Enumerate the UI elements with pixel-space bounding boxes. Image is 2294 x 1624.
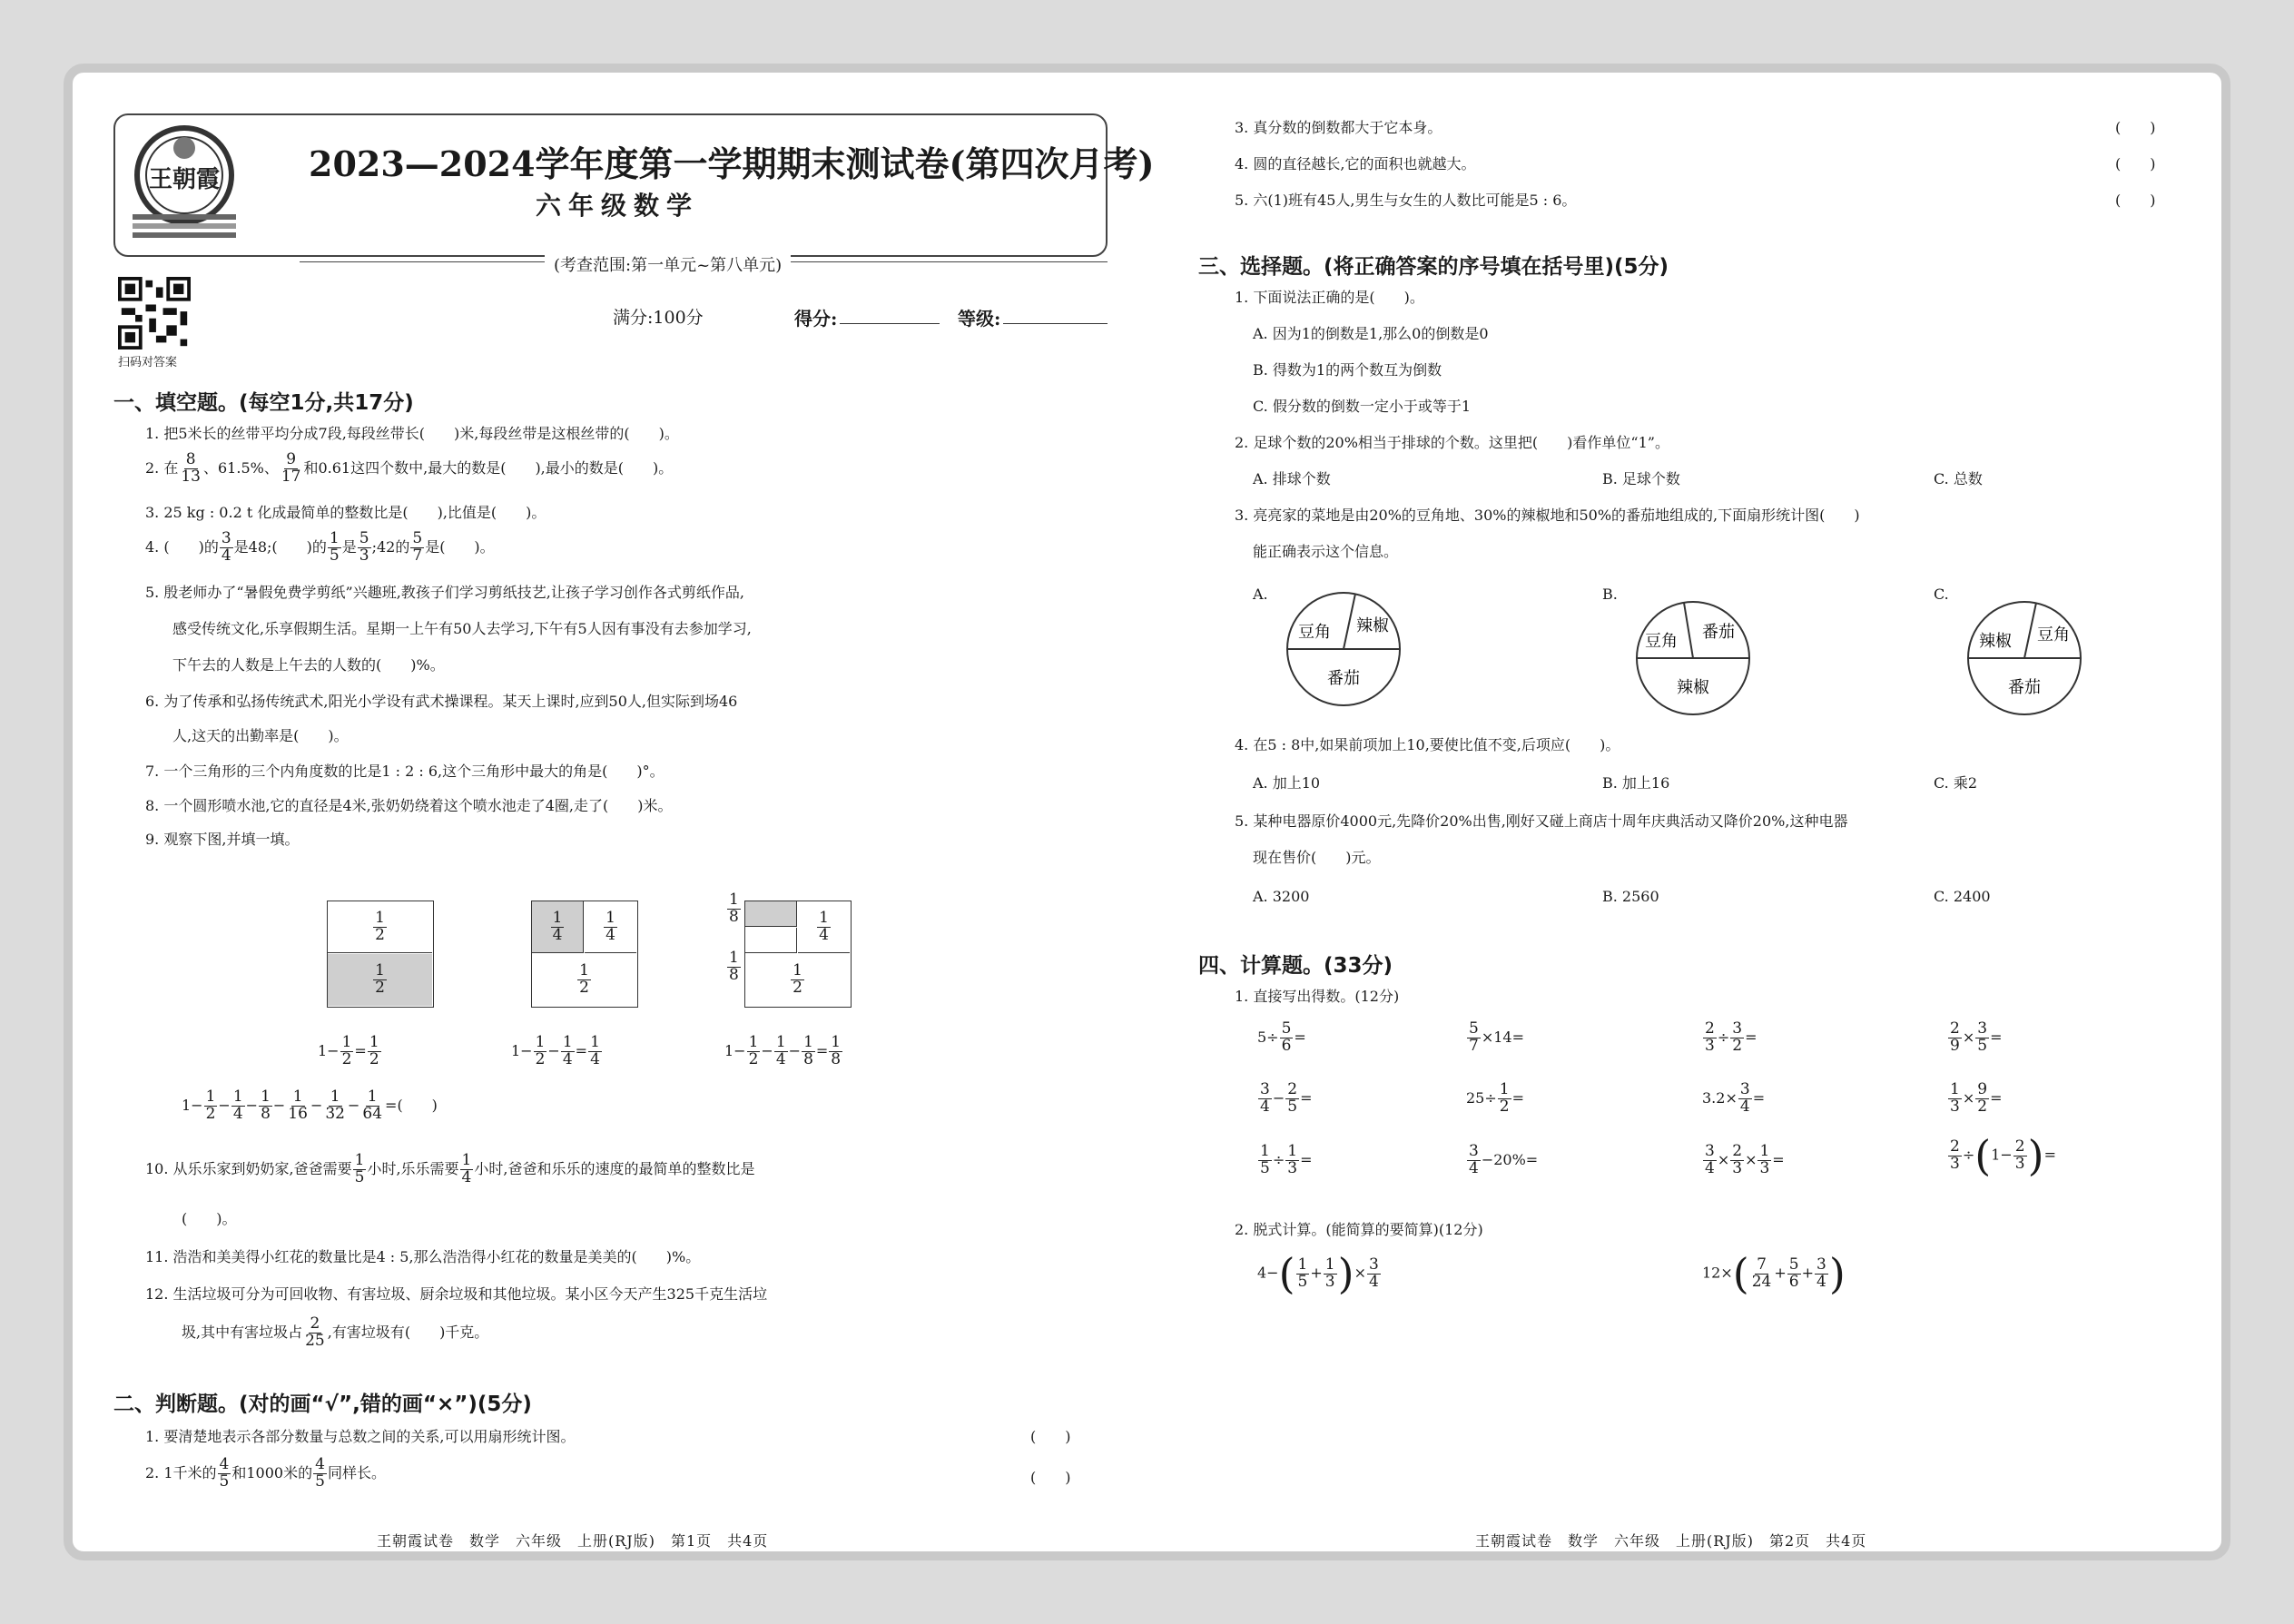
q9-f3-label-top: $\frac{1}{8}$	[729, 891, 739, 926]
s1-q6-l1: 6. 为了传承和弘扬传统武术,阳光小学设有武术操课程。某天上课时,应到50人,但实际到场46	[145, 693, 738, 710]
s3-q4: 4. 在5 : 8中,如果前项加上10,要使比值不变,后项应( )。	[1235, 736, 1620, 753]
s2-q2-c: 同样长。	[327, 1463, 386, 1481]
s1-q9: 9. 观察下图,并填一填。	[145, 831, 300, 848]
calc-3-1: $\frac{1}{5}$ ÷ $\frac{1}{3}$ =	[1260, 1142, 1313, 1177]
exam-subtitle: 六年级数学	[536, 191, 700, 221]
s3-q2: 2. 足球个数的20%相当于排球的个数。这里把( )看作单位“1”。	[1235, 434, 1669, 451]
fraction-4-5-a: $\frac{4}{5}$	[219, 1455, 230, 1491]
s3-q1: 1. 下面说法正确的是( )。	[1235, 289, 1424, 306]
s1-q1: 1. 把5米长的丝带平均分成7段,每段丝带长( )米,每段丝带是这根丝带的( )。	[145, 425, 679, 442]
s2-q5-paren[interactable]: ( )	[2115, 192, 2156, 209]
calc-2-1: $\frac{3}{4}$ − $\frac{2}{5}$ =	[1260, 1080, 1313, 1116]
fraction-9-17: $\frac{9}{17}$	[281, 450, 301, 486]
s3-q2-b: B. 足球个数	[1602, 470, 1680, 487]
q9-f1-top: 1 2	[328, 901, 432, 953]
s1-q10-c: 小时,爸爸和乐乐的速度的最简单的整数比是	[474, 1159, 755, 1177]
section1-title: 一、填空题。(每空1分,共17分)	[113, 391, 414, 415]
calc-3-3: $\frac{3}{4}$ × $\frac{2}{3}$ × $\frac{1}{3}$ =	[1705, 1142, 1785, 1177]
pie-a-label-0: 豆角	[1298, 623, 1331, 642]
s2-q2-a: 2. 1千米的	[145, 1463, 217, 1481]
s3-q5-c: C. 2400	[1934, 888, 1991, 905]
s3-q4-a: A. 加上10	[1253, 774, 1321, 792]
s2-q3: 3. 真分数的倒数都大于它本身。	[1235, 119, 1442, 136]
pie-c-option: C.	[1934, 586, 1949, 603]
s1-q4	[145, 531, 495, 565]
calc-2-3: 3.2× $\frac{3}{4}$ =	[1702, 1080, 1766, 1116]
q9-eq-long: 1− $\frac{1}{2}$ − $\frac{1}{4}$ − $\frac{1}{8}$ − $\frac{1}{16}$ − $\frac{1}{32}$ − $\frac{1}{64}$ =( )	[182, 1088, 438, 1123]
exam-scope: (考查范围:第一单元~第八单元)	[545, 252, 791, 276]
q9-f3-tr: 1 4	[798, 901, 850, 953]
calc-2-4: $\frac{1}{3}$ × $\frac{9}{2}$ =	[1950, 1080, 2003, 1116]
full-score: 满分:100分	[613, 308, 704, 328]
s1-q4-a: 4. ( )的	[145, 537, 219, 556]
s3-q1-c: C. 假分数的倒数一定小于或等于1	[1253, 398, 1472, 415]
s2-q1: 1. 要清楚地表示各部分数量与总数之间的关系,可以用扇形统计图。	[145, 1428, 576, 1445]
s1-q11: 11. 浩浩和美美得小红花的数量比是4 : 5,那么浩浩得小红花的数量是美美的( )%。	[145, 1248, 701, 1265]
s1-q10-l2: ( )。	[182, 1210, 237, 1227]
q9-f2-tl: 1 4	[532, 901, 584, 953]
fraction-4-5-b: $\frac{4}{5}$	[315, 1455, 325, 1491]
calc-1-1: 5÷ $\frac{5}{6}$ =	[1257, 1019, 1306, 1055]
s1-q7: 7. 一个三角形的三个内角度数的比是1 : 2 : 6,这个三角形中最大的角是( )°。	[145, 763, 665, 780]
s2-q2-paren[interactable]: ( )	[1030, 1469, 1071, 1486]
section4-title: 四、计算题。(33分)	[1198, 954, 1393, 978]
s3-q1-b: B. 得数为1的两个数互为倒数	[1253, 361, 1442, 379]
grade-label: 等级:	[958, 308, 1001, 330]
s1-q4-b: 是48;( )的	[233, 537, 327, 556]
pie-c-label-0: 辣椒	[1979, 632, 2012, 651]
s2-q5: 5. 六(1)班有45人,男生与女生的人数比可能是5 : 6。	[1235, 192, 1577, 209]
s3-q2-c: C. 总数	[1934, 470, 1983, 487]
q9-f3-eighth-2	[745, 928, 797, 953]
s1-q2-a: 2. 在	[145, 458, 179, 477]
s3-q5-b: B. 2560	[1602, 888, 1659, 905]
pie-chart-c	[1965, 599, 2083, 717]
score-blank[interactable]	[840, 323, 940, 324]
calc-3-4: $\frac{2}{3}$ ÷(1− $\frac{2}{3}$ )=	[1950, 1131, 2056, 1180]
fraction-5-3: $\frac{5}{3}$	[359, 529, 369, 565]
pie-chart-b	[1634, 599, 1752, 717]
q9-f1-bottom: 1 2	[328, 954, 432, 1006]
fraction-3-4: $\frac{3}{4}$	[221, 529, 231, 565]
q9-f3-bottom: 1 2	[793, 961, 802, 997]
s2-q4-paren[interactable]: ( )	[2115, 155, 2156, 172]
s2-q4: 4. 圆的直径越长,它的面积也就越大。	[1235, 155, 1476, 172]
paper	[64, 64, 2230, 1560]
s1-q4-e: 是( )。	[425, 537, 495, 556]
s3-q2-a: A. 排球个数	[1253, 470, 1331, 487]
svg-text:王朝霞: 王朝霞	[148, 166, 221, 193]
s1-q10-a: 10. 从乐乐家到奶奶家,爸爸需要	[145, 1159, 352, 1177]
fraction-1-5-hours: $\frac{1}{5}$	[354, 1151, 365, 1186]
calc-b-2: 12×( $\frac{7}{24}$ + $\frac{5}{6}$ + $\frac{3}{4}$ )	[1702, 1249, 1846, 1298]
pie-chart-a	[1285, 590, 1403, 708]
calc-1-4: $\frac{2}{9}$ × $\frac{3}{5}$ =	[1950, 1019, 2003, 1055]
s1-q12-l2	[182, 1316, 488, 1350]
qr-code-icon	[118, 277, 191, 349]
exam-title: 2023—2024学年度第一学期期末测试卷(第四次月考)	[309, 143, 1155, 184]
fraction-8-13: $\frac{8}{13}$	[181, 450, 201, 486]
s3-q5-l1: 5. 某种电器原价4000元,先降价20%出售,刚好又碰上商店十周年庆典活动又降价20%,这种电器	[1235, 812, 1848, 830]
s2-q3-paren[interactable]: ( )	[2115, 119, 2156, 136]
pie-c-label-1: 豆角	[2037, 625, 2070, 645]
pie-c-label-2: 番茄	[2008, 678, 2041, 697]
s1-q2	[145, 452, 673, 486]
s1-q10	[145, 1153, 754, 1186]
s1-q2-b: 、61.5%、	[203, 458, 279, 477]
q9-eq-2: 1− $\frac{1}{2}$ − $\frac{1}{4}$ = $\frac{1}{4}$	[511, 1033, 600, 1068]
q9-figure-3	[744, 901, 852, 1008]
s1-q5-l3: 下午去的人数是上午去的人数的( )%。	[172, 656, 445, 674]
s1-q12-b: ,有害垃圾有( )千克。	[327, 1323, 489, 1341]
s3-q5-l2: 现在售价( )元。	[1253, 849, 1381, 866]
pie-a-label-1: 辣椒	[1356, 616, 1389, 635]
grade-blank[interactable]	[1003, 323, 1108, 324]
fraction-2-25: $\frac{2}{25}$	[305, 1314, 325, 1350]
s1-q12-a: 圾,其中有害垃圾占	[182, 1323, 303, 1341]
s1-q8: 8. 一个圆形喷水池,它的直径是4米,张奶奶绕着这个喷水池走了4圈,走了( )米。	[145, 797, 673, 814]
pie-a-option: A.	[1253, 586, 1268, 603]
section3-title: 三、选择题。(将正确答案的序号填在括号里)(5分)	[1198, 255, 1669, 279]
s4-sub2: 2. 脱式计算。(能简算的要简算)(12分)	[1235, 1221, 1483, 1238]
pie-a-label-2: 番茄	[1327, 669, 1360, 688]
s2-q1-paren[interactable]: ( )	[1030, 1428, 1071, 1445]
s3-q3-l1: 3. 亮亮家的菜地是由20%的豆角地、30%的辣椒地和50%的番茄地组成的,下面扇形统计图( )	[1235, 507, 1860, 524]
s3-q4-c: C. 乘2	[1934, 774, 1978, 792]
s2-q2	[145, 1457, 386, 1491]
s1-q5-l2: 感受传统文化,乐享假期生活。星期一上午有50人去学习,下午有5人因有事没有去参加学习,	[172, 620, 752, 637]
logo-seal-icon	[125, 116, 243, 252]
q9-eq-long-end: =( )	[385, 1096, 438, 1114]
score-label: 得分:	[794, 308, 838, 330]
calc-2-2: 25÷ $\frac{1}{2}$ =	[1466, 1080, 1524, 1116]
pie-b-option: B.	[1602, 586, 1618, 603]
s1-q10-b: 小时,乐乐需要	[367, 1159, 459, 1177]
s3-q1-a: A. 因为1的倒数是1,那么0的倒数是0	[1253, 325, 1489, 342]
q9-f3-label-bottom: $\frac{1}{8}$	[729, 949, 739, 984]
pie-b-label-0: 豆角	[1645, 632, 1678, 651]
pie-b-label-1: 番茄	[1702, 623, 1735, 642]
q9-f2-bottom: 1 2	[579, 961, 589, 997]
s3-q5-a: A. 3200	[1253, 888, 1310, 905]
q9-f3-eighth-1	[745, 901, 797, 927]
s1-q2-c: 和0.61这四个数中,最大的数是( ),最小的数是( )。	[303, 458, 674, 477]
s2-q2-b: 和1000米的	[231, 1463, 313, 1481]
section2-title: 二、判断题。(对的画“√”,错的画“×”)(5分)	[113, 1393, 532, 1416]
footer-right: 王朝霞试卷 数学 六年级 上册(RJ版) 第2页 共4页	[1475, 1532, 1867, 1550]
s1-q6-l2: 人,这天的出勤率是( )。	[172, 727, 349, 744]
calc-3-2: $\frac{3}{4}$ −20%=	[1469, 1142, 1539, 1177]
pie-b-label-2: 辣椒	[1677, 678, 1709, 697]
qr-label: 扫码对答案	[118, 356, 178, 369]
fraction-5-7: $\frac{5}{7}$	[412, 529, 423, 565]
fraction-1-5: $\frac{1}{5}$	[329, 529, 340, 565]
q9-eq-1: 1− $\frac{1}{2}$ = $\frac{1}{2}$	[318, 1033, 379, 1068]
s3-q3-l2: 能正确表示这个信息。	[1253, 543, 1399, 560]
s3-q4-b: B. 加上16	[1602, 774, 1670, 792]
calc-b-1: 4−( $\frac{1}{5}$ + $\frac{1}{3}$ )× $\frac{3}{4}$	[1257, 1249, 1379, 1298]
q9-eq-3: 1− $\frac{1}{2}$ − $\frac{1}{4}$ − $\frac{1}{8}$ = $\frac{1}{8}$	[724, 1033, 842, 1068]
q9-figure-2	[531, 901, 638, 1008]
q9-f2-tr: 1 4	[585, 901, 636, 953]
s1-q3: 3. 25 kg : 0.2 t 化成最简单的整数比是( ),比值是( )。	[145, 504, 546, 521]
calc-1-2: $\frac{5}{7}$ ×14=	[1469, 1019, 1524, 1055]
s1-q4-d: ;42的	[371, 537, 410, 556]
s1-q4-c: 是	[341, 537, 357, 556]
footer-left: 王朝霞试卷 数学 六年级 上册(RJ版) 第1页 共4页	[377, 1532, 769, 1550]
s1-q5-l1: 5. 殷老师办了“暑假免费学剪纸”兴趣班,教孩子们学习剪纸技艺,让孩子学习创作各式剪纸作品,	[145, 584, 744, 601]
fraction-1-4-hours: $\frac{1}{4}$	[461, 1151, 472, 1186]
calc-1-3: $\frac{2}{3}$ ÷ $\frac{3}{2}$ =	[1705, 1019, 1757, 1055]
q9-figure-1	[327, 901, 434, 1008]
s4-sub1: 1. 直接写出得数。(12分)	[1235, 988, 1400, 1005]
s1-q12-l1: 12. 生活垃圾可分为可回收物、有害垃圾、厨余垃圾和其他垃圾。某小区今天产生325千克生活垃	[145, 1285, 768, 1303]
